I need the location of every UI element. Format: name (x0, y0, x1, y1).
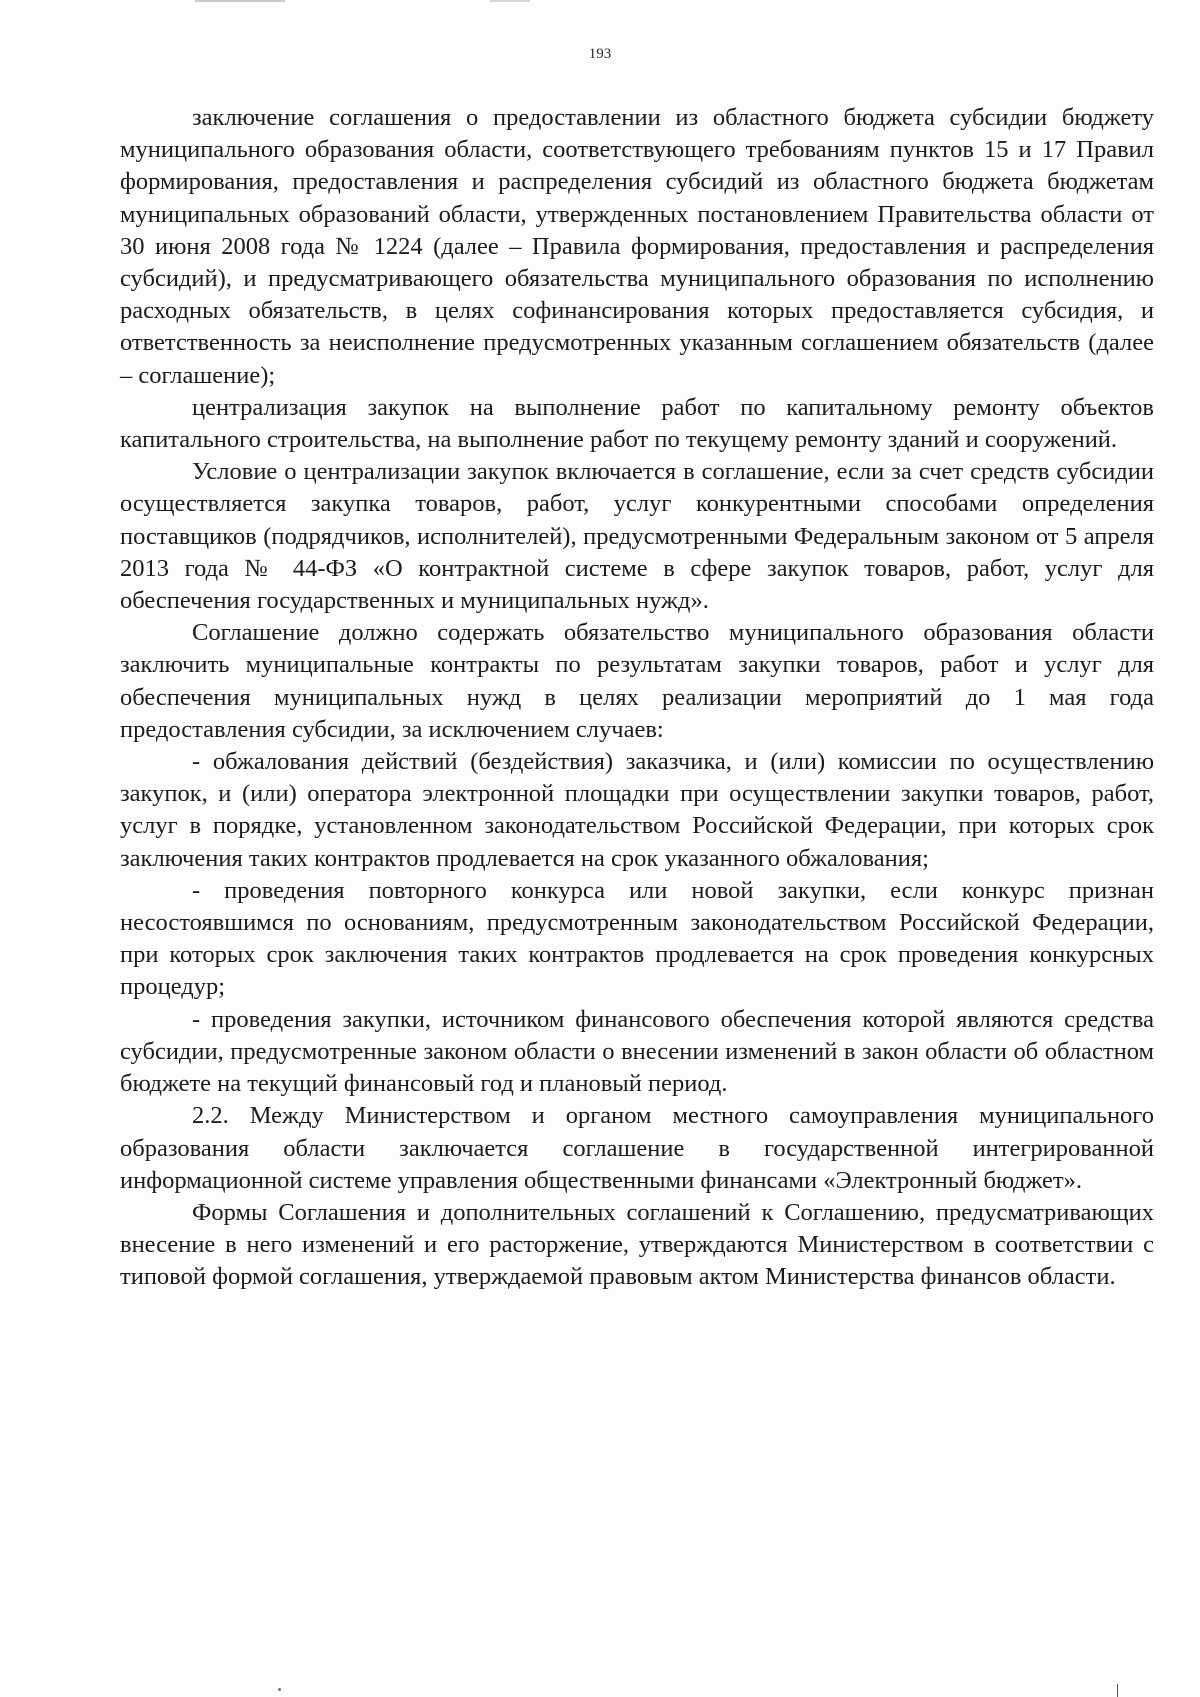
paragraph-exception-appeal: - обжалования действий (бездействия) заказчика, и (или) комиссии по осуществлению закупок, и (или) оператора электронной площадки при осуществлении закупки товаров, работ, услуг в порядке, установленном законодательством Российской Федерации, при которых срок заключения таких контрактов продлевается на срок указанного обжалования; (120, 748, 1154, 872)
paragraph-centralization-condition: Условие о централизации закупок включается в соглашение, если за счет средств субсидии осуществляется закупка товаров, работ, услуг конкурентными способами определения поставщиков (подрядчиков, исполнителей), предусмотренными Федеральным законом от 5 апреля 2013 года № 44-ФЗ «О контрактной системе в сфере закупок товаров, работ, услуг для обеспечения государственных и муниципальных нужд». (120, 458, 1154, 615)
paragraph-exception-repeat-tender: - проведения повторного конкурса или новой закупки, если конкурс признан несостоявшимся по основаниям, предусмотренным законодательством Российской Федерации, при которых срок заключения таких контрактов продлевается на срок проведения конкурсных процедур; (120, 876, 1154, 1001)
scan-artifact-bottom-tick (1117, 1684, 1118, 1697)
scan-artifact-top-2 (490, 0, 530, 2)
paragraph-procurement-centralization: централизация закупок на выполнение работ по капитальному ремонту объектов капитального строительства, на выполнение работ по текущему ремонту зданий и сооружений. (120, 393, 1154, 454)
paragraph-contract-obligation: Соглашение должно содержать обязательство муниципального образования области заключить муниципальные контракты по результатам закупки товаров, работ и услуг для обеспечения муниципальных нужд в целях реализации мероприятий до 1 мая года предоставления субсидии, за исключением случаев: (120, 619, 1154, 743)
paragraph-section-2-2: 2.2. Между Министерством и органом местного самоуправления муниципального образования области заключается соглашение в государственной интегрированной информационной системе управления общественными финансами «Электронный бюджет». (120, 1102, 1154, 1194)
paragraph-agreement-forms: Формы Соглашения и дополнительных соглашений к Соглашению, предусматривающих внесение в него изменений и его расторжение, утверждаются Министерством в соответствии с типовой формой соглашения, утверждаемой правовым актом Министерства финансов области. (120, 1198, 1154, 1291)
page-number: 193 (588, 46, 612, 62)
document-body (120, 102, 1154, 1294)
scan-artifact-bottom-dot (278, 1688, 281, 1691)
scan-artifact-top (195, 0, 285, 2)
paragraph-exception-budget-law: - проведения закупки, источником финансового обеспечения которой являются средства субсидии, предусмотренные законом области о внесении изменений в закон области об областном бюджете на текущий финансовый год и плановый период. (120, 1005, 1154, 1098)
paragraph-agreement-conclusion: заключение соглашения о предоставлении из областного бюджета субсидии бюджету муниципального образования области, соответствующего требованиям пунктов 15 и 17 Правил формирования, предоставления и распределения субсидий из областного бюджета бюджетам муниципальных образований области, утвержденных постановлением Правительства области от 30 июня 2008 года № 1224 (далее – Правила формирования, предоставления и распределения субсидий), и предусматривающего обязательства муниципального образования по исполнению расходных обязательств, в целях софинансирования которых предоставляется субсидия, и ответственность за неисполнение предусмотренных указанным соглашением обязательств (далее – соглашение); (120, 104, 1154, 389)
